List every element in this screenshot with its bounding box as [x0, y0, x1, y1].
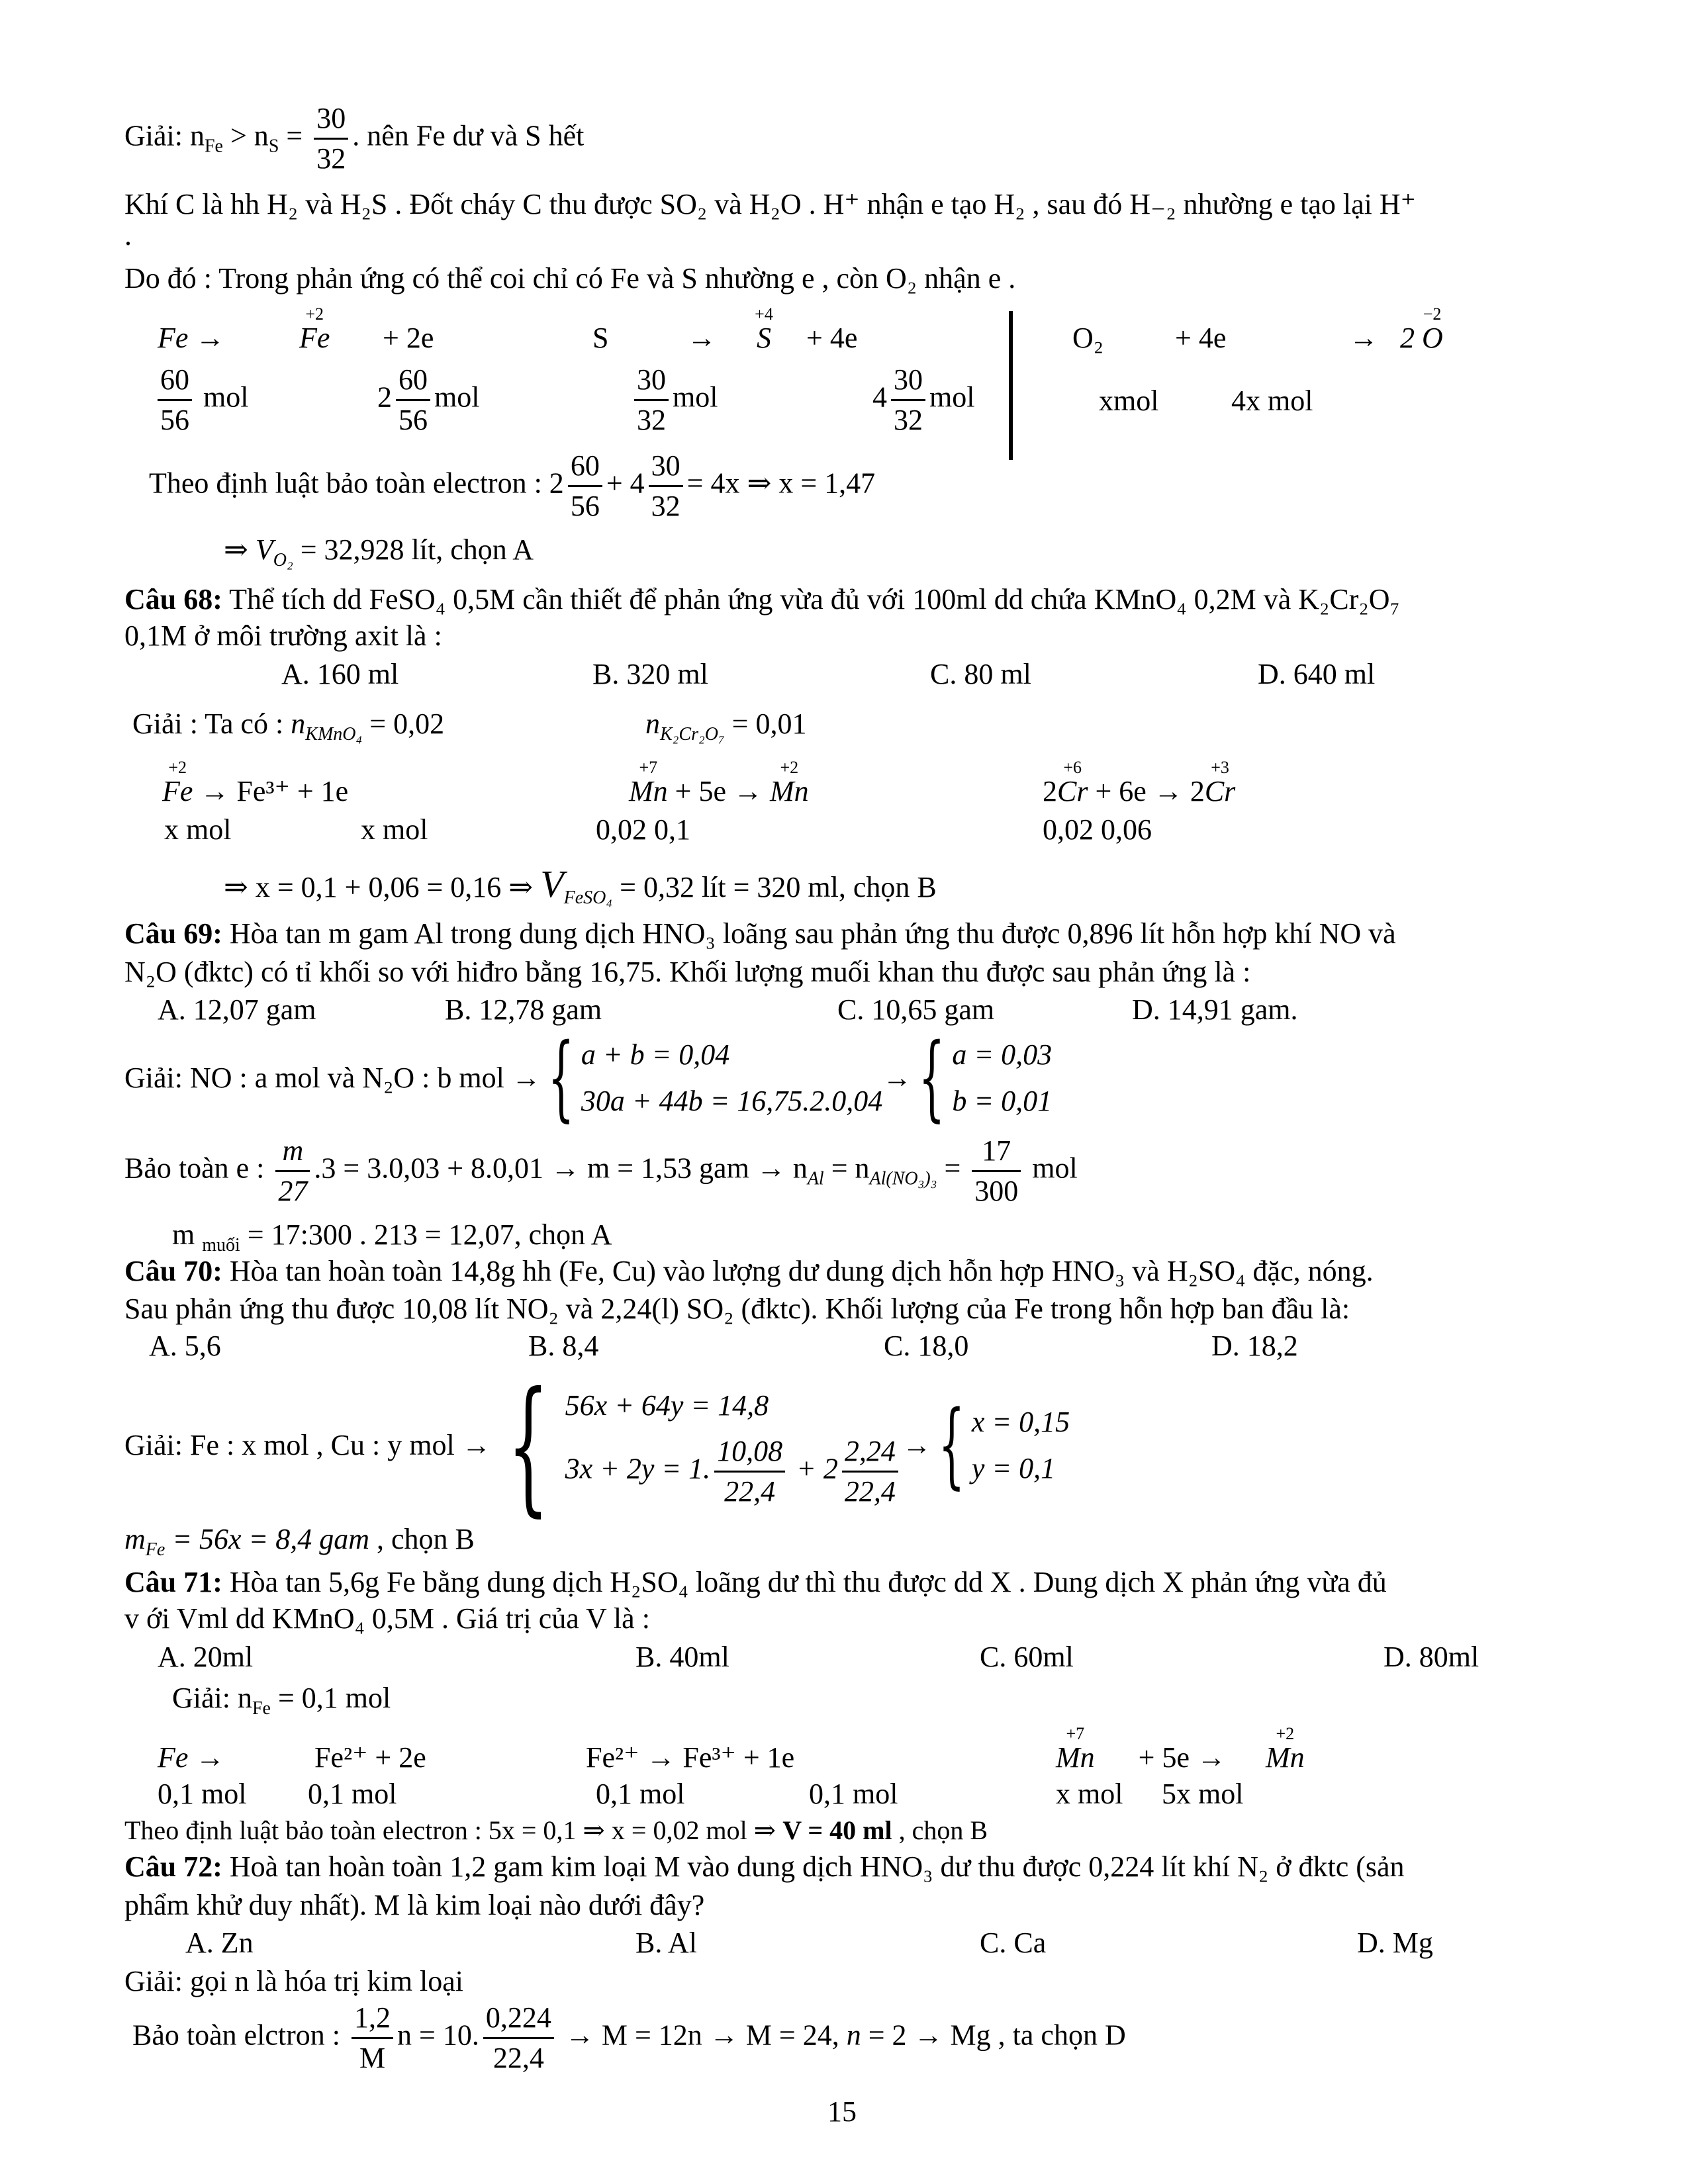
q68-eq-cr: 2 +6 Cr + 6e → 2 +3 Cr: [1043, 758, 1236, 807]
q70-option-b: B. 8,4: [528, 1330, 599, 1362]
q72-conservation: Bảo toàn elctron : $\frac{1,2}{M}$ n = 10. $\frac{0,224}{22,4}$ → M = 12n → M = 24, n = 2 → Mg , ta chọn D: [132, 1999, 1126, 2077]
q72-option-b: B. Al: [635, 1927, 697, 1959]
q70-option-c: C. 18,0: [884, 1330, 969, 1362]
eq-s: S: [592, 322, 609, 354]
q71-option-d: D. 80ml: [1383, 1641, 1479, 1673]
q68-mol2: x mol: [361, 813, 428, 846]
q68-mol4: 0,02 0,06: [1043, 813, 1152, 846]
eq-o2: O₂: [1072, 322, 1104, 354]
q69-option-c: C. 10,65 gam: [837, 993, 995, 1026]
page-number: 15: [827, 2095, 857, 2128]
q71-mol3: 0,1 mol: [596, 1778, 685, 1810]
divider: [1009, 311, 1013, 460]
q70-option-d: D. 18,2: [1211, 1330, 1298, 1362]
q71-question: Câu 71: Hòa tan 5,6g Fe bằng dung dịch H₂SO₄ loãng dư thì thu được dd X . Dung dịch X phản ứng vừa đủ: [124, 1566, 1387, 1598]
sol67-line3: Do đó : Trong phản ứng có thể coi chỉ có Fe và S nhường e , còn O₂ nhận e .: [124, 262, 1016, 295]
q68-result: ⇒ x = 0,1 + 0,06 = 0,16 ⇒ $V_{FeSO_4} = 0,32$ lít = 320 ml, chọn B: [224, 862, 937, 908]
q72-option-a: A. Zn: [185, 1927, 254, 1959]
q72-question-cont: phẩm khử duy nhất). M là kim loại nào dưới đây?: [124, 1889, 705, 1921]
q72-question: Câu 72: Hoà tan hoàn toàn 1,2 gam kim loại M vào dung dịch HNO₃ dư thu được 0,224 lít khí N₂ ở đktc (sản: [124, 1850, 1405, 1883]
q68-mol1: x mol: [164, 813, 232, 846]
fraction: $\frac{30}{32}$: [314, 99, 348, 178]
eq-plus4e: + 4e: [1175, 322, 1227, 354]
eq-s2: +4 S: [755, 304, 773, 354]
eq-fe2: +2 Fe: [299, 304, 330, 354]
q71-mol1: 0,1 mol: [158, 1778, 247, 1810]
q69-question: Câu 69: Hòa tan m gam Al trong dung dịch HNO₃ loãng sau phản ứng thu được 0,896 lít hỗn hợp khí NO và: [124, 917, 1396, 950]
q69-result: m $_{muối}$ = 17:300 . 213 = 12,07, chọn A: [172, 1218, 612, 1255]
q71-eq1: Fe →: [158, 1741, 225, 1774]
q68-option-a: A. 160 ml: [281, 658, 399, 690]
q68-sol1b: $n_{K_2Cr_2O_7} = 0,01$: [645, 707, 807, 745]
eq-4e: + 4e: [806, 322, 858, 354]
q68-option-c: C. 80 ml: [930, 658, 1031, 690]
eq-arrow1: →: [687, 322, 716, 354]
q71-option-a: A. 20ml: [158, 1641, 254, 1673]
q70-system: Giải: Fe : x mol , Cu : y mol → { 56x + 64y = 14,8 3x + 2y = 1. $\frac{10,08}{22,4}$ + 2 $\frac{2,24}{22,4}$ →{ x = 0,15 y = 0,1: [124, 1360, 1070, 1530]
q70-option-a: A. 5,6: [149, 1330, 221, 1362]
sol67-result: ⇒ $V_{O_2} = 32,928$ lít, chọn A: [224, 533, 534, 570]
q72-option-d: D. Mg: [1357, 1927, 1433, 1959]
q71-mol5: x mol: [1056, 1778, 1123, 1810]
q68-question-cont: 0,1M ở môi trường axit là :: [124, 619, 442, 652]
mol-row: 4 $\frac{30}{32}$ mol: [872, 361, 974, 439]
q70-question: Câu 70: Hòa tan hoàn toàn 14,8g hh (Fe, Cu) vào lượng dư dung dịch hỗn hợp HNO₃ và H₂SO₄ đặc, nóng.: [124, 1255, 1374, 1287]
sol67-line2-dot: .: [124, 219, 132, 251]
q72-option-c: C. Ca: [980, 1927, 1047, 1959]
mol-4xmol: 4x mol: [1231, 385, 1313, 417]
q68-eq-fe: +2 Fe → Fe³⁺ + 1e: [162, 758, 349, 807]
q71-mol2: 0,1 mol: [308, 1778, 397, 1810]
mol-row: $\frac{30}{32}$ mol: [630, 361, 718, 439]
q68-option-d: D. 640 ml: [1258, 658, 1376, 690]
sol67-line2: Khí C là hh H₂ và H₂S . Đốt cháy C thu được SO₂ và H₂O . H⁺ nhận e tạo H₂ , sau đó H₋₂ nhường e tạo lại H⁺: [124, 188, 1416, 220]
q71-mol6: 5x mol: [1162, 1778, 1244, 1810]
sol67-line1: Giải: $n_{Fe} > n_S$ = $\frac{30}{32}$ . nên Fe dư và S hết: [124, 99, 584, 178]
q69-conservation: Bảo toàn e : $\frac{m}{27}$ .3 = 3.0,03 + 8.0,01 → m = 1,53 gam → $n_{Al} = n_{Al(NO_3)_3}$ = $\frac{17}{300}$ mol: [124, 1132, 1078, 1210]
eq-fe: Fe →: [158, 322, 225, 354]
mol-xmol: xmol: [1099, 385, 1159, 417]
mol-row: 2 $\frac{60}{56}$ mol: [377, 361, 479, 439]
sol67-conservation: Theo định luật bảo toàn electron : 2 $\frac{60}{56}$ + 4 $\frac{30}{32}$ = 4x ⇒ x = 1,47: [149, 447, 875, 525]
q71-eq3: Fe²⁺ → Fe³⁺ + 1e: [586, 1741, 795, 1774]
q71-eq-mn: +7 Mn + 5e → +2 Mn: [1056, 1724, 1305, 1774]
q70-result: $m_{Fe} = 56x = 8,4$ gam , chọn B: [124, 1523, 475, 1560]
q71-option-c: C. 60ml: [980, 1641, 1074, 1673]
q68-eq-mn: +7 Mn + 5e → +2 Mn: [629, 758, 809, 807]
q71-eq2: Fe²⁺ + 2e: [314, 1741, 426, 1774]
mol-row: $\frac{60}{56}$ mol: [154, 361, 248, 439]
q71-mol4: 0,1 mol: [809, 1778, 898, 1810]
q71-question-cont: v ới Vml dd KMnO₄ 0,5M . Giá trị của V là :: [124, 1602, 650, 1635]
q69-option-d: D. 14,91 gam.: [1132, 993, 1298, 1026]
eq-2o: −2 2 O: [1400, 304, 1443, 354]
q68-question: Câu 68: Thể tích dd FeSO₄ 0,5M cần thiết để phản ứng vừa đủ với 100ml dd chứa KMnO₄ 0,2M và K₂Cr₂O₇: [124, 583, 1400, 615]
q71-conservation: Theo định luật bảo toàn electron : 5x = 0,1 ⇒ x = 0,02 mol ⇒ V = 40 ml , chọn B: [124, 1815, 988, 1845]
q69-question-cont: N₂O (đktc) có tỉ khối so với hiđro bằng 16,75. Khối lượng muối khan thu được sau phản ứng là :: [124, 956, 1251, 988]
q70-question-cont: Sau phản ứng thu được 10,08 lít NO₂ và 2,24(l) SO₂ (đktc). Khối lượng của Fe trong hỗn hợp ban đầu là:: [124, 1293, 1350, 1325]
q69-option-b: B. 12,78 gam: [445, 993, 602, 1026]
q68-sol1: Giải : Ta có : $n_{KMnO_4} = 0,02$: [132, 707, 445, 745]
q68-mol3: 0,02 0,1: [596, 813, 690, 846]
eq-2e: + 2e: [383, 322, 434, 354]
q71-sol: Giải: $n_{Fe} = 0,1$ mol: [172, 1682, 391, 1719]
q72-sol: Giải: gọi n là hóa trị kim loại: [124, 1965, 464, 1997]
q69-system: Giải: NO : a mol và N₂O : b mol →{ a + b = 0,04 30a + 44b = 16,75.2.0,04 →{ a = 0,03 b = 0,01: [124, 1023, 1053, 1132]
q71-option-b: B. 40ml: [635, 1641, 729, 1673]
q68-option-b: B. 320 ml: [592, 658, 708, 690]
eq-arrow2: →: [1349, 322, 1378, 354]
q69-option-a: A. 12,07 gam: [158, 993, 316, 1026]
